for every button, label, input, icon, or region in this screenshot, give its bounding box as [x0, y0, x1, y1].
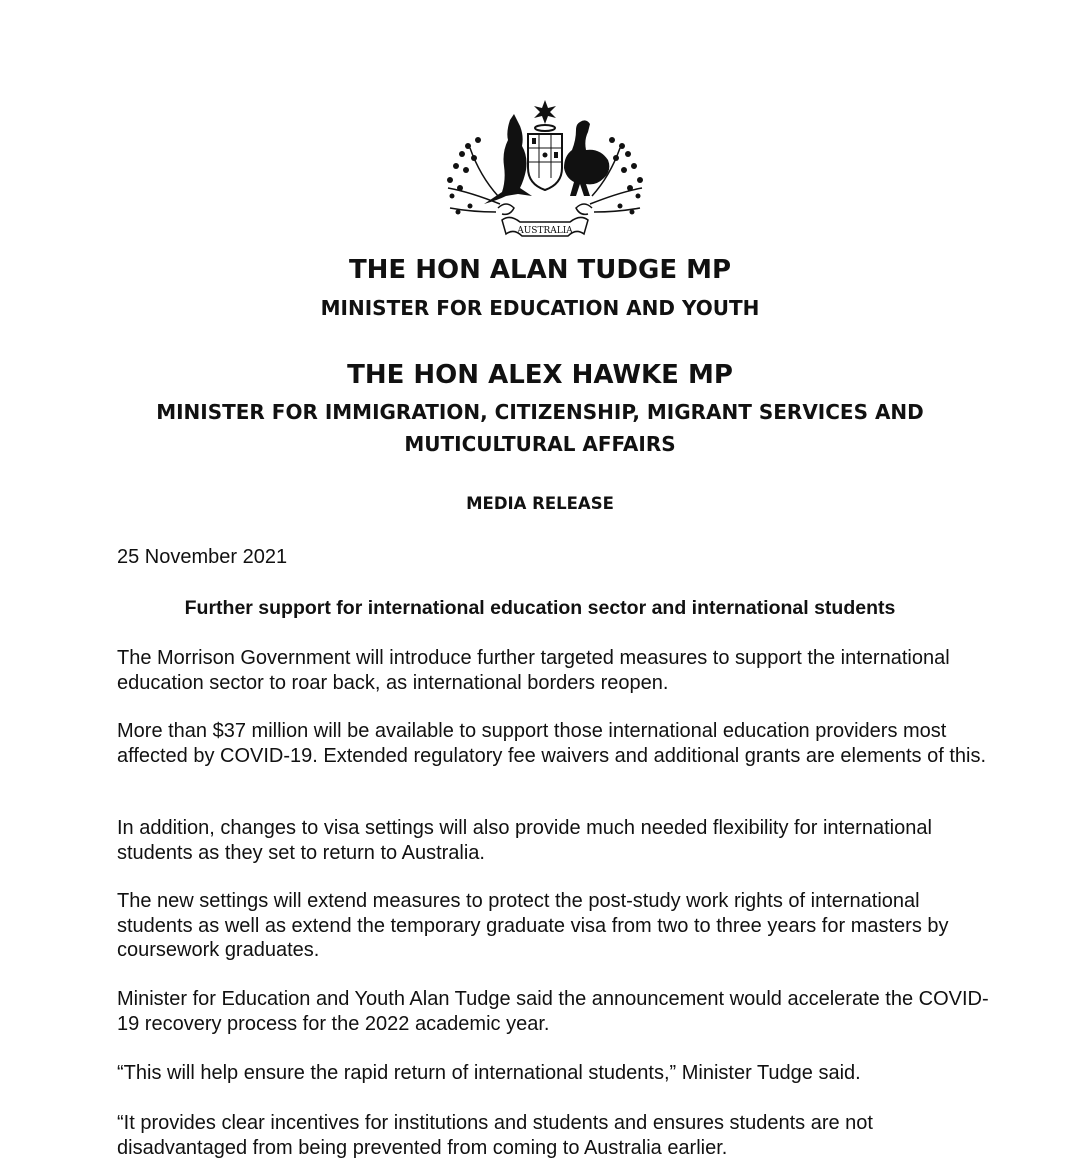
minister1-title: MINISTER FOR EDUCATION AND YOUTH: [320, 296, 760, 320]
minister2-name: THE HON ALEX HAWKE MP: [347, 360, 733, 390]
minister2-title-line2: MUTICULTURAL AFFAIRS: [404, 432, 676, 456]
paragraph-5: Minister for Education and Youth Alan Tudge said the announcement would accelerate the COVID-19 recovery process for the 2022 academic year.: [117, 988, 989, 1035]
paragraph-3: In addition, changes to visa settings will also provide much needed flexibility for international students as they set to return to Australia.: [117, 817, 932, 864]
paragraph-2: More than $37 million will be available to support those international education providers most affected by COVID-19. Extended regulatory fee waivers and additional grants are elements of this.: [117, 720, 987, 767]
crest-scroll-text: AUSTRALIA: [517, 226, 573, 236]
paragraph-6: “This will help ensure the rapid return of international students,” Minister Tudge said.: [117, 1062, 861, 1084]
paragraph-4: The new settings will extend measures to protect the post-study work rights of international students as well as extend the temporary graduate visa from two to three years for masters by coursework graduates.: [117, 890, 949, 961]
release-date: 25 November 2021: [117, 546, 288, 568]
coat-of-arms-logo: [440, 96, 650, 252]
release-headline: Further support for international education sector and international students: [184, 597, 896, 619]
minister2-title-line1: MINISTER FOR IMMIGRATION, CITIZENSHIP, MIGRANT SERVICES AND: [156, 400, 924, 424]
media-release-label: MEDIA RELEASE: [466, 494, 614, 513]
paragraph-1: The Morrison Government will introduce further targeted measures to support the international education sector to roar back, as international borders reopen.: [117, 647, 950, 694]
minister1-name: THE HON ALAN TUDGE MP: [348, 255, 732, 285]
commonwealth-star-icon: [534, 100, 556, 124]
paragraph-7: “It provides clear incentives for institutions and students and ensures students are not disadvantaged from being prevented from coming to Australia earlier.: [117, 1112, 873, 1159]
